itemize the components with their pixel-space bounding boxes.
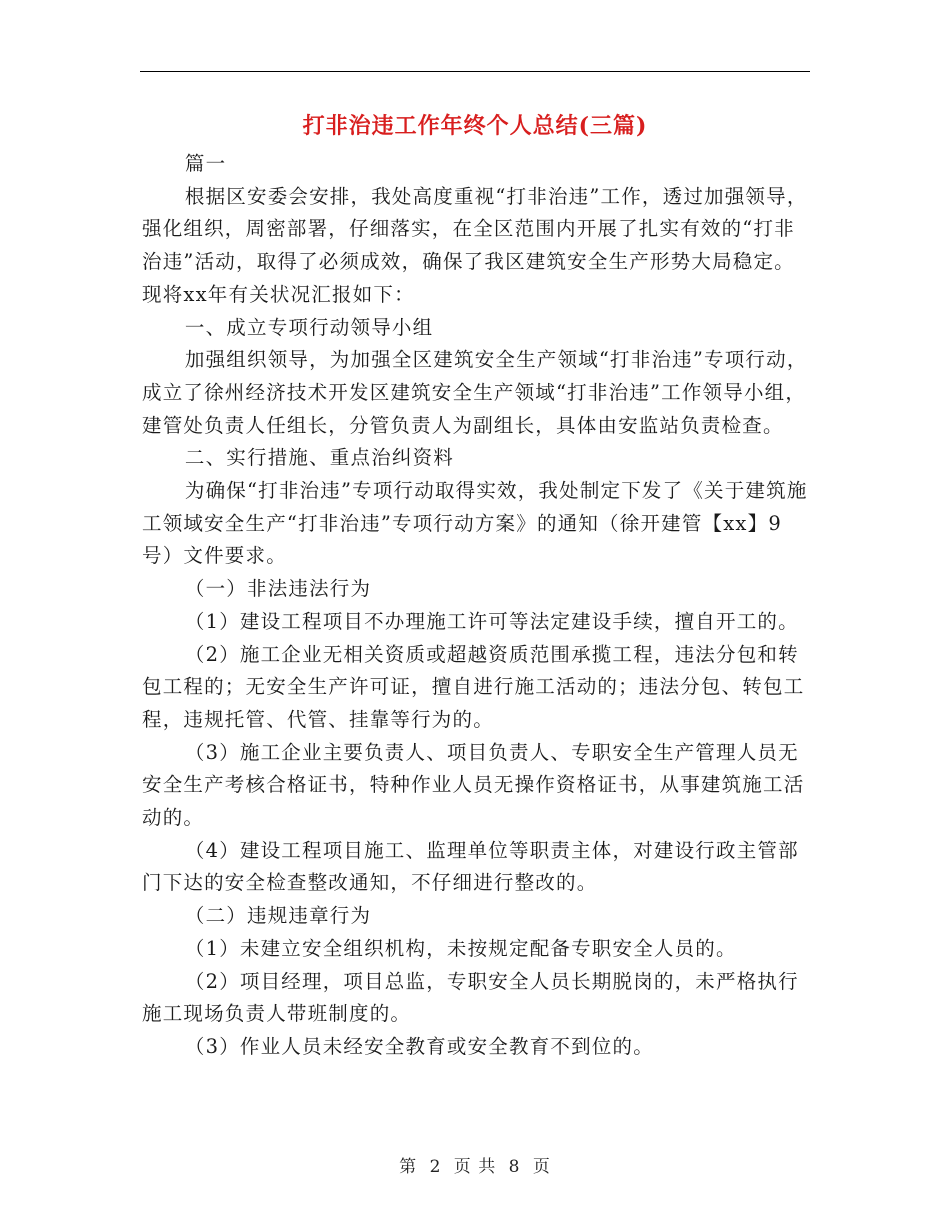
footer-page-number: 2 — [429, 1157, 442, 1177]
document-body — [142, 148, 810, 1064]
page-footer — [0, 1152, 950, 1177]
footer-prefix: 第 — [399, 1157, 418, 1177]
paragraph: 加强组织领导，为加强全区建筑安全生产领域“打非治违”专项行动，成立了徐州经济技术开发区建筑安全生产领域“打非治违”工作领导小组，建管处负责人任组长，分管负责人为副组长，具体由安监站负责检查。 — [142, 348, 808, 437]
paragraph: （1）未建立安全组织机构，未按规定配备专职安全人员的。 — [184, 936, 737, 960]
paragraph: （一）非法违法行为 — [184, 577, 372, 601]
paragraph: （1）建设工程项目不办理施工许可等法定建设手续，擅自开工的。 — [184, 609, 799, 633]
paragraph: 一、成立专项行动领导小组 — [184, 315, 434, 339]
header-rule — [140, 71, 810, 72]
paragraph: （2）项目经理，项目总监，专职安全人员长期脱岗的，未严格执行施工现场负责人带班制度的。 — [142, 969, 799, 1026]
paragraph: （3）施工企业主要负责人、项目负责人、专职安全生产管理人员无安全生产考核合格证书，特种作业人员无操作资格证书，从事建筑施工活动的。 — [142, 740, 805, 830]
paragraph: （4）建设工程项目施工、监理单位等职责主体，对建设行政主管部门下达的安全检查整改通知，不仔细进行整改的。 — [142, 838, 799, 895]
paragraph: 为确保“打非治违”专项行动取得实效，我处制定下发了《关于建筑施工领域安全生产“打非治违”专项行动方案》的通知（徐开建管【xx】9号）文件要求。 — [142, 479, 808, 568]
footer-middle: 页 共 — [453, 1157, 497, 1177]
paragraph: （3）作业人员未经安全教育或安全教育不到位的。 — [184, 1034, 654, 1058]
paragraph: 二、实行措施、重点治纠资料 — [184, 446, 454, 470]
document-title: 打非治违工作年终个人总结(三篇) — [302, 113, 648, 139]
footer-suffix: 页 — [532, 1157, 551, 1177]
paragraph: 根据区安委会安排，我处高度重视“打非治违”工作，透过加强领导，强化组织，周密部署，仔细落实，在全区范围内开展了扎实有效的“打非治违”活动，取得了必须成效，确保了我区建筑安全生产形势大局稳定。现将xx年有关状况汇报如下： — [142, 184, 808, 306]
footer-total-pages: 8 — [508, 1157, 521, 1177]
paragraph: （二）违规违章行为 — [184, 904, 372, 928]
paragraph: 篇一 — [184, 152, 227, 175]
paragraph: （2）施工企业无相关资质或超越资质范围承揽工程，违法分包和转包工程的；无安全生产许可证，擅自进行施工活动的；违法分包、转包工程，违规托管、代管、挂靠等行为的。 — [142, 642, 805, 731]
